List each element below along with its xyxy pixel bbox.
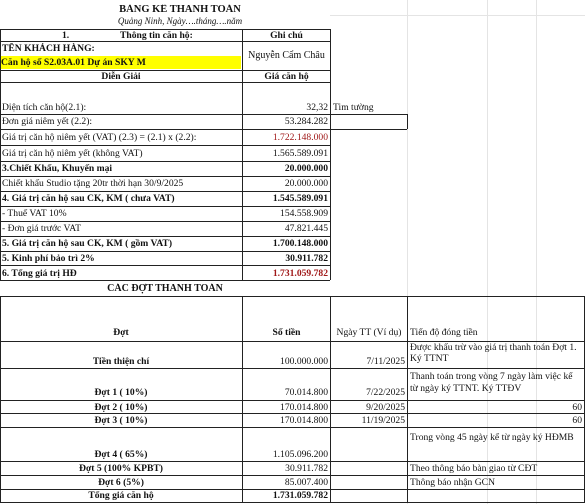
payment-period: Đợt 6 (5%)	[98, 477, 144, 488]
row-value-after-discount-novat-label: 4. Giá trị căn hộ sau CK, KM ( chưa VAT)	[2, 193, 175, 204]
row-unit-price-value: 53.284.282	[284, 116, 328, 127]
payment-period: Đợt 4 ( 65%)	[94, 449, 148, 460]
payment-period: Đợt 1 ( 10%)	[94, 387, 148, 398]
row-value-after-discount-vat-value: 1.700.148.000	[272, 238, 328, 249]
row-maintenance-fee-value: 30.911.782	[285, 253, 328, 264]
price-column-header: Giá căn hộ	[264, 71, 309, 82]
payment-amount: 1.105.096.200	[272, 449, 328, 460]
payment-amount: 30.911.782	[285, 463, 328, 474]
payment-amount-header: Số tiền	[272, 327, 301, 338]
row-price-before-vat-value: 47.821.445	[284, 223, 328, 234]
row-area-note: Tim tường	[333, 102, 374, 113]
payment-amount: 85.007.400	[284, 477, 328, 488]
payment-date: 11/19/2025	[361, 415, 405, 426]
payment-period-header: Đợt	[113, 327, 129, 338]
payments-title: CÁC ĐỢT THANH TOÁN	[107, 283, 223, 294]
row-maintenance-fee-label: 5. Kinh phí bảo trì 2%	[2, 253, 95, 264]
row-listed-value-vat-value: 1.722.148.000	[272, 132, 328, 143]
payment-amount: 170.014.800	[280, 415, 328, 426]
payment-period: Đợt 5 (100% KPBT)	[79, 463, 163, 474]
payment-period: Đợt 3 ( 10%)	[94, 415, 148, 426]
row-contract-total-label: 6. Tổng giá trị HĐ	[2, 268, 77, 279]
payment-days-interval: 60	[572, 402, 582, 413]
row-listed-value-novat-label: Giá trị căn hộ niêm yết (không VAT)	[2, 148, 143, 159]
payment-date: 9/20/2025	[366, 402, 405, 413]
row-vat-label: - Thuế VAT 10%	[2, 208, 67, 219]
payment-amount: 100.000.000	[280, 356, 328, 367]
notes-heading: Ghi chú	[270, 30, 303, 41]
row-contract-total-value: 1.731.059.782	[272, 268, 328, 279]
payment-progress: Thanh toán trong vòng 7 ngày làm việc kể từ ngày ký TTNT. Ký TTĐV	[410, 371, 573, 394]
payment-progress: Theo thông báo bàn giao từ CĐT	[410, 463, 538, 474]
payment-period: Tiền thiện chí	[92, 356, 150, 367]
section-number: 1.	[62, 30, 70, 41]
place-date-line: Quảng Ninh, Ngày….tháng….năm	[117, 16, 243, 26]
payment-date: 7/22/2025	[366, 387, 405, 398]
payment-amount: 170.014.800	[280, 402, 328, 413]
total-price-label: Tổng giá căn hộ	[88, 490, 154, 501]
payment-date-header: Ngày TT (Ví dụ)	[336, 327, 402, 338]
document-title: BẢNG KÊ THANH TOÁN	[119, 4, 241, 15]
payment-date: 7/11/2025	[366, 356, 405, 367]
row-listed-value-novat-value: 1.565.589.091	[272, 148, 328, 159]
payment-period: Đợt 2 ( 10%)	[94, 402, 148, 413]
row-value-after-discount-novat-value: 1.545.589.091	[272, 193, 328, 204]
payment-progress: Thông báo nhận GCN	[410, 477, 495, 488]
row-unit-price-label: Đơn giá niêm yết (2.2):	[2, 116, 93, 127]
row-price-before-vat-label: - Đơn giá trước VAT	[2, 223, 81, 234]
row-area-label: Diện tích căn hộ(2.1):	[2, 102, 87, 113]
total-price-value: 1.731.059.782	[272, 490, 328, 501]
row-studio-discount-label: Chiết khấu Studio tặng 20tr thời hạn 30/9/2025	[2, 178, 184, 189]
row-area-value: 32,32	[306, 102, 328, 113]
row-discount-label: 3.Chiết Khấu, Khuyến mại	[2, 163, 113, 174]
row-vat-value: 154.558.909	[280, 208, 328, 219]
description-column-header: Diễn Giải	[101, 71, 141, 82]
customer-label: TÊN KHÁCH HÀNG:	[2, 43, 95, 54]
customer-name: Nguyễn Cẩm Châu	[248, 50, 325, 61]
payment-days-interval: 60	[572, 415, 582, 426]
apartment-unit-label: Căn hộ số S2.03A.01 Dự án SKY M	[1, 56, 241, 69]
apartment-info-heading: Thông tin căn hộ:	[120, 30, 193, 41]
payment-progress-header: Tiến độ đóng tiền	[410, 327, 478, 338]
row-listed-value-vat-label: Giá trị căn hộ niêm yết (VAT) (2.3) = (2.1) x (2.2):	[2, 132, 197, 143]
payment-progress: Trong vòng 45 ngày kể từ ngày ký HĐMB	[410, 432, 574, 443]
row-studio-discount-value: 20.000.000	[284, 178, 328, 189]
row-value-after-discount-vat-label: 5. Giá trị căn hộ sau CK, KM ( gồm VAT)	[2, 238, 173, 249]
row-discount-value: 20.000.000	[284, 163, 328, 174]
payment-progress: Được khấu trừ vào giá trị thanh toán Đợt 1. Ký TTNT	[410, 342, 577, 364]
payment-amount: 70.014.800	[284, 387, 328, 398]
